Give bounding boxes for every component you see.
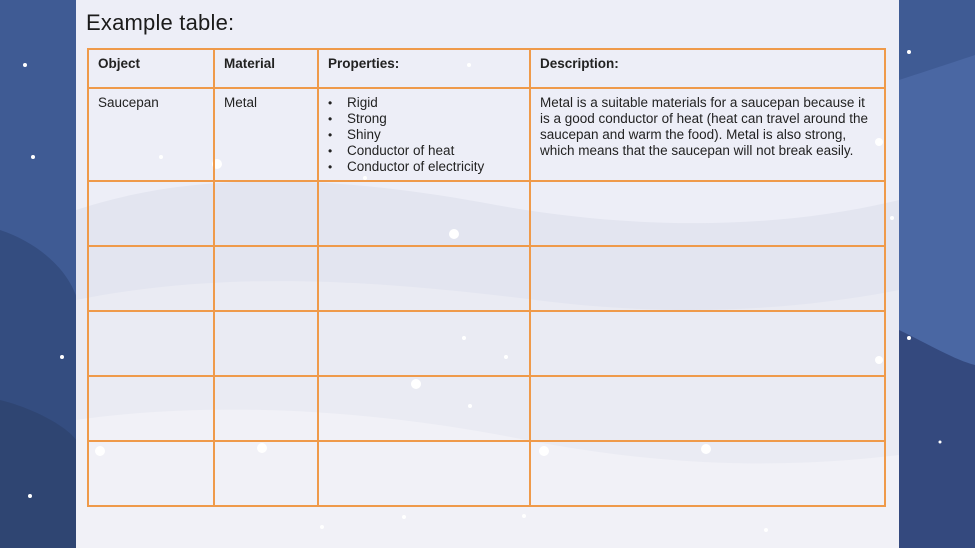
empty-cell bbox=[214, 311, 318, 376]
empty-cell bbox=[88, 376, 214, 441]
list-item: • Rigid bbox=[347, 95, 520, 111]
empty-cell bbox=[530, 376, 885, 441]
empty-table-row bbox=[88, 246, 885, 311]
table-row bbox=[88, 88, 885, 181]
empty-table-row bbox=[88, 441, 885, 506]
empty-cell bbox=[530, 181, 885, 246]
empty-cell bbox=[214, 441, 318, 506]
list-item: • Shiny bbox=[347, 127, 520, 143]
empty-cell bbox=[214, 246, 318, 311]
empty-cell bbox=[88, 181, 214, 246]
empty-table-row bbox=[88, 311, 885, 376]
table-header-row bbox=[88, 49, 885, 88]
empty-cell bbox=[318, 376, 530, 441]
empty-cell bbox=[88, 311, 214, 376]
header-object: Object bbox=[88, 49, 214, 88]
header-properties: Properties: bbox=[318, 49, 530, 88]
empty-cell bbox=[318, 181, 530, 246]
slide bbox=[76, 0, 899, 548]
header-material: Material bbox=[214, 49, 318, 88]
empty-cell bbox=[318, 311, 530, 376]
empty-cell bbox=[530, 246, 885, 311]
empty-cell bbox=[318, 246, 530, 311]
list-item: • Strong bbox=[347, 111, 520, 127]
empty-cell bbox=[88, 246, 214, 311]
cell-description: Metal is a suitable materials for a saucepan because it is a good conductor of heat (heat can travel around the saucepan and warm the food). Metal is also strong, which means that the saucepan will not break easily. bbox=[530, 88, 885, 181]
empty-cell bbox=[318, 441, 530, 506]
empty-cell bbox=[88, 441, 214, 506]
cell-material: Metal bbox=[214, 88, 318, 181]
example-table bbox=[87, 48, 886, 507]
empty-cell bbox=[530, 441, 885, 506]
empty-cell bbox=[214, 376, 318, 441]
list-item: • Conductor of electricity bbox=[347, 159, 520, 175]
empty-table-row bbox=[88, 181, 885, 246]
cell-object: Saucepan bbox=[88, 88, 214, 181]
slide-title: Example table: bbox=[86, 10, 235, 35]
cell-properties bbox=[318, 88, 530, 181]
list-item: • Conductor of heat bbox=[347, 143, 520, 159]
empty-table-row bbox=[88, 376, 885, 441]
empty-cell bbox=[530, 311, 885, 376]
properties-list bbox=[328, 95, 520, 175]
empty-cell bbox=[214, 181, 318, 246]
header-description: Description: bbox=[530, 49, 885, 88]
